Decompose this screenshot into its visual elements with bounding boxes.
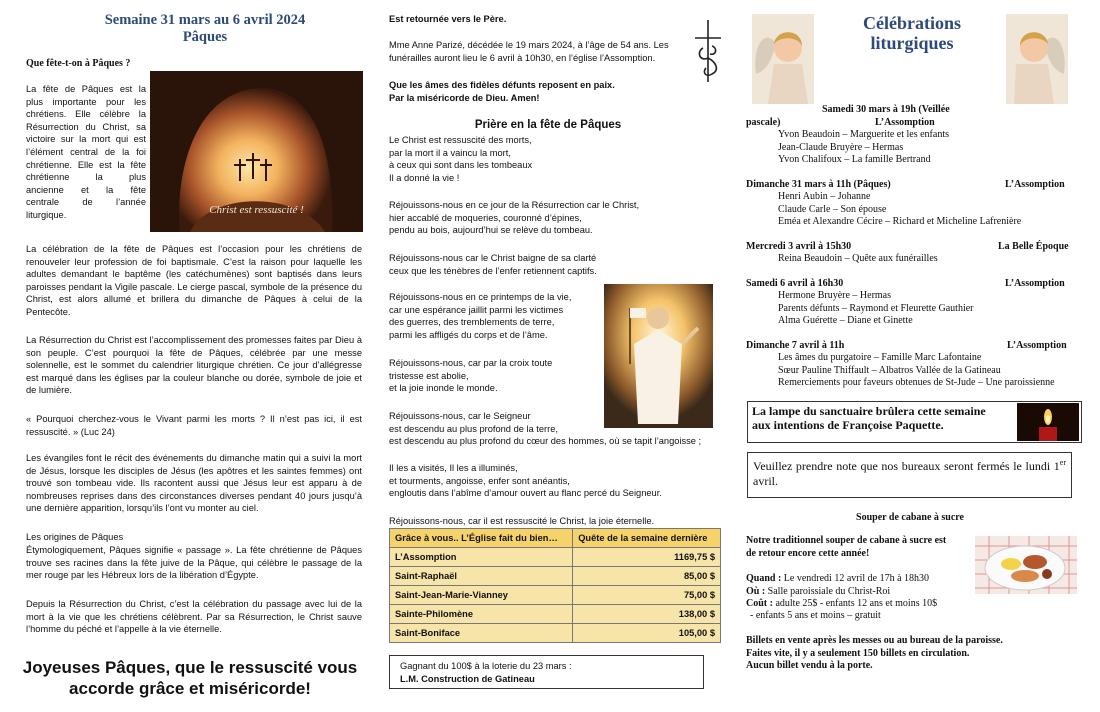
text-line: Parents défunts – Raymond et Fleurette Gauthier <box>778 302 974 314</box>
text-line: tristesse est abolie, <box>389 370 469 381</box>
mass-sat30-heading: Samedi 30 mars à 19h (Veillée <box>822 104 950 115</box>
angel-right-image <box>1006 14 1068 104</box>
deceased-notice: Mme Anne Parizé, décédée le 19 mars 2024, à l’âge de 54 ans. Les funérailles auront lieu le 6 avril à 10h30, en l’église l’Assomption. <box>389 40 669 63</box>
table-row: Saint-Jean-Marie-Vianney 75,00 $ <box>390 586 721 605</box>
header-parish: Grâce à vous.. L’Église fait du bien… <box>390 529 573 548</box>
risen-christ-image <box>604 284 713 428</box>
text-line: Eméa et Alexandre Cécire – Richard et Micheline Lafrenière <box>778 216 1022 228</box>
mass-sun31-heading: Dimanche 31 mars à 11h (Pâques) <box>746 179 891 190</box>
angel-left-image <box>752 14 814 104</box>
table-header-row <box>390 529 721 548</box>
text-line: parmi les affligés du corps et de l’âme. <box>389 329 548 340</box>
text-line: Réjouissons-nous, car le Seigneur <box>389 411 531 421</box>
paragraph-luke-quote: « Pourquoi cherchez-vous le Vivant parmi les morts ? Il n’est pas ici, il est ressuscité. » (Luc 24) <box>26 414 362 437</box>
sugar-shack-intro: Notre traditionnel souper de cabane à sucre est de retour encore cette année! <box>746 535 947 559</box>
intro-line: centrale de l’année <box>26 197 146 208</box>
paragraph-origins-title: Les origines de Pâques <box>26 532 124 542</box>
sugar-shack-tickets: Billets en vente après les messes ou au bureau de la paroisse. Faites vite, il y a seulement 150 billets en circulation. Aucun billet vendu à la porte. <box>746 635 1003 672</box>
paragraph-resurrection: La Résurrection du Christ est l’accomplissement des promesses faites par Dieu à son peuple. C’est pourquoi la fête de Pâques, célébrée par une messe solennelle, est le sommet du calendrier liturgique chrétien. Ce jour d’allégresse est marqué dans les églises par la couleur blanche ou dorée, symbole de joie et de lumière. <box>26 335 362 396</box>
mass-sun7-place: L’Assomption <box>1007 340 1067 351</box>
intro-line: La fête de Pâques est la <box>26 84 146 94</box>
text-line: à ceux qui sont dans les tombeaux <box>389 160 533 171</box>
table-row: Saint-Raphaël 85,00 $ <box>390 567 721 586</box>
intro-paragraph <box>26 83 146 222</box>
collection-table <box>389 528 721 643</box>
intro-line: l’élément central de la foi <box>26 146 146 157</box>
text-line: des guerres, des tremblements de terre, <box>389 317 555 328</box>
text-line: Réjouissons-nous car le Christ baigne de sa clarté <box>389 253 597 263</box>
text-line: et la joie inonde le monde. <box>389 383 498 394</box>
lottery-box <box>389 655 704 689</box>
text-line: Réjouissons-nous en ce jour de la Résurrection car le Christ, <box>389 200 640 210</box>
empty-tomb-image <box>150 71 363 232</box>
paragraph-origins: Étymologiquement, Pâques signifie « passage ». La fête chrétienne de Pâques trouve ses racines dans la fête juive de la Pâque, qui célèbre le passage de la mer rouge par les Hébreux lors de la libération d’Égypte. <box>26 545 362 581</box>
easter-greeting: Joyeuses Pâques, que le ressuscité vous accorde grâce et miséricorde! <box>22 658 358 698</box>
prayer-stanza-5 <box>389 357 599 395</box>
sanctuary-lamp-text: La lampe du sanctuaire brûlera cette semaine aux intentions de Françoise Paquette. <box>752 404 986 432</box>
intro-line: chrétiens. Elle célèbre la <box>26 109 146 120</box>
table-row: Sainte-Philomène 138,00 $ <box>390 605 721 624</box>
mass-wed3-heading: Mercredi 3 avril à 15h30 <box>746 241 852 252</box>
celebrations-title: Célébrations liturgiques <box>863 13 961 53</box>
sugar-shack-title: Souper de cabane à sucre <box>856 512 964 523</box>
mass-sat30-heading-2: pascale) <box>746 117 781 128</box>
intro-line: plus importante pour les <box>26 96 146 107</box>
text-line: pendu au bois, aujourd’hui se relève du tombeau. <box>389 225 593 236</box>
text-line: Il a donné la vie ! <box>389 172 460 183</box>
text-line: Réjouissons-nous en ce printemps de la vie, <box>389 292 572 302</box>
text-line: est descendu au plus profond de la terre, <box>389 423 559 434</box>
paragraph-passage: Depuis la Résurrection du Christ, c’est la célébration du passage avec lui de la mort à la vie que les chrétiens célèbrent. Par sa Résurrection, le Christ sauve l’homme du péché et l’appelle à la vie éternelle. <box>26 599 362 635</box>
text-line: Yvon Beaudoin – Marguerite et les enfants <box>778 129 949 140</box>
text-line: Alma Guérette – Diane et Ginette <box>778 315 913 327</box>
prayer-stanza-8: Réjouissons-nous, car il est ressuscité le Christ, la joie éternelle. <box>389 516 655 526</box>
prayer-stanza-3 <box>389 252 709 277</box>
text-line: Réjouissons-nous, car par la croix toute <box>389 358 553 368</box>
lottery-winner: L.M. Construction de Gatineau <box>400 673 535 684</box>
sugar-shack-meal-image <box>975 536 1077 594</box>
mass-sat30-intentions <box>778 129 949 167</box>
mass-sun7-heading: Dimanche 7 avril à 11h <box>746 340 845 351</box>
header-amount: Quête de la semaine dernière <box>573 529 721 548</box>
intro-line: victoire sur la mort qui est <box>26 134 146 145</box>
mass-sun7-intentions <box>778 352 1055 390</box>
table-row: L’Assomption 1169,75 $ <box>390 548 721 567</box>
text-line: Les âmes du purgatoire – Famille Marc Lafontaine <box>778 352 982 363</box>
text-line: est descendu au plus profond du cœur des hommes, où se tapit l’angoisse ; <box>389 436 702 447</box>
office-closure-notice: Veuillez prendre note que nos bureaux seront fermés le lundi 1er avril. <box>747 452 1072 498</box>
intro-line: liturgique. <box>26 209 67 220</box>
rest-in-peace: Que les âmes des fidèles défunts reposent en paix. Par la miséricorde de Dieu. Amen! <box>389 80 615 103</box>
text-line: Jean-Claude Bruyère – Hermas <box>778 141 904 153</box>
intro-line: chrétienne. Elle est la fête <box>26 159 146 170</box>
text-line: Il les a visités, Il les a illuminés, <box>389 463 518 473</box>
intro-line: chrétienne la plus <box>26 172 146 183</box>
easter-question-heading: Que fête-t-on à Pâques ? <box>26 58 131 69</box>
text-line: Sœur Pauline Thiffault – Albatros Vallée de la Gatineau <box>778 364 1001 376</box>
sugar-shack-where: Où : Salle paroissiale du Christ-Roi <box>746 586 891 597</box>
table-row: Saint-Boniface 105,00 $ <box>390 624 721 643</box>
paragraph-baptism: La célébration de la fête de Pâques est l’occasion pour les chrétiens de renouveler leur profession de foi baptismale. C’est la raison pour laquelle les adultes demandant le baptême (les catéchumènes) sont baptisés dans leurs paroisses pendant la Vigile pascale. Le cierge pascal, symbole de la présence du Christ, est alors allumé et brillera du dimanche de Pâques à celui de la Pentecôte. <box>26 244 362 317</box>
sanctuary-lamp-box <box>747 401 1082 443</box>
sugar-shack-cost: Coût : adulte 25$ - enfants 12 ans et moins 10$ <box>746 598 938 609</box>
deceased-heading: Est retournée vers le Père. <box>389 14 507 24</box>
cross-icon <box>692 18 724 84</box>
prayer-stanza-1 <box>389 134 709 184</box>
paragraph-gospels: Les évangiles font le récit des événements du dimanche matin qui a suivi la mort de Jésus, lorsque les disciples de Jésus (les apôtres et les saintes femmes) ont trouvé son tombeau vide. Ils racontent aussi que Jésus leur est apparu à de nombreuses reprises dans des circonstances diverses pendant 40 jours jusqu’à une dernière apparition, lorsqu’ils l’ont vu monter au ciel. <box>26 453 362 514</box>
intro-line: Résurrection du Christ, sa <box>26 121 146 132</box>
mass-wed3-intentions <box>778 253 938 266</box>
mass-sat6-intentions <box>778 290 974 328</box>
text-line: Reina Beaudoin – Quête aux funérailles <box>778 253 938 264</box>
text-line: engloutis dans l’abîme d’amour ouvert au flanc percé du Seigneur. <box>389 488 662 499</box>
text-line: Remerciements pour faveurs obtenues de St-Jude – Une paroissienne <box>778 377 1055 389</box>
prayer-stanza-7 <box>389 462 724 500</box>
text-line: ceux que les ténèbres de l’enfer retiennent captifs. <box>389 265 597 276</box>
text-line: Hermone Bruyère – Hermas <box>778 290 892 301</box>
text-line: Yvon Chalifoux – La famille Bertrand <box>778 154 931 166</box>
sugar-shack-when: Quand : Le vendredi 12 avril de 17h à 18h30 <box>746 573 930 584</box>
text-line: et tourments, angoisse, enfer sont anéantis, <box>389 475 570 486</box>
week-title: Semaine 31 mars au 6 avril 2024 Pâques <box>104 12 306 45</box>
text-line: Le Christ est ressuscité des morts, <box>389 135 532 145</box>
mass-sun31-intentions <box>778 191 1021 229</box>
text-line: par la mort il a vaincu la mort, <box>389 147 511 158</box>
intro-line: ancienne et la fête <box>26 184 146 195</box>
image-caption: Christ est ressuscité ! <box>209 204 304 216</box>
text-line: car une espérance jaillit parmi les victimes <box>389 304 564 315</box>
text-line: Henri Aubin – Johanne <box>778 191 871 202</box>
prayer-stanza-4 <box>389 291 599 341</box>
text-line: Claude Carle – Son épouse <box>778 203 887 215</box>
lottery-label: Gagnant du 100$ à la loterie du 23 mars : <box>400 661 572 671</box>
mass-sat6-heading: Samedi 6 avril à 16h30 <box>746 278 844 289</box>
mass-wed3-place: La Belle Époque <box>998 241 1069 252</box>
mass-sat6-place: L’Assomption <box>1005 278 1065 289</box>
mass-sun31-place: L’Assomption <box>1005 179 1065 190</box>
prayer-title: Prière en la fête de Pâques <box>474 119 622 131</box>
prayer-stanza-2 <box>389 199 709 237</box>
sugar-shack-cost-2: - enfants 5 ans et moins – gratuit <box>750 610 881 621</box>
mass-sat30-place: L’Assomption <box>875 117 935 128</box>
text-line: hier accablé de moqueries, couronné d’épines, <box>389 212 582 223</box>
candle-icon <box>1017 403 1079 441</box>
